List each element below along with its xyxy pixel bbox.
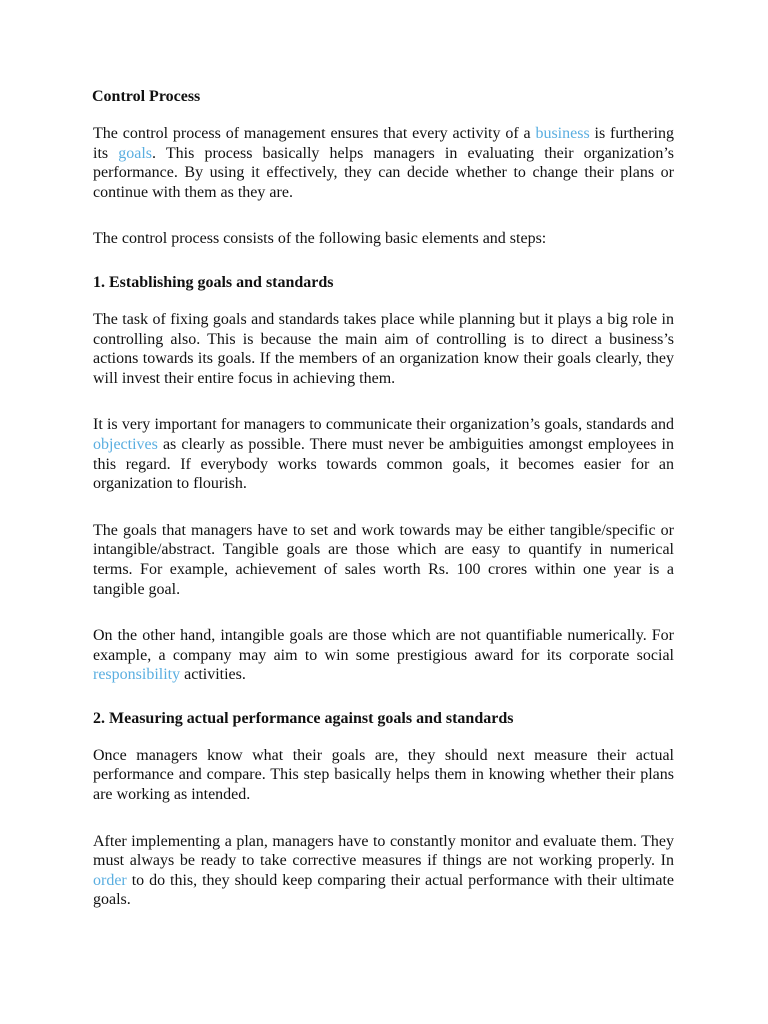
text-run: It is very important for managers to communicate their organization’s goals, standards and (93, 416, 674, 434)
section-2-heading: 2. Measuring actual performance against goals and standards (93, 709, 514, 727)
section-1-paragraph-4 (93, 626, 674, 685)
link-responsibility[interactable]: responsibility (93, 666, 181, 684)
section-1-paragraph-3: The goals that managers have to set and work towards may be either tangible/specific or intangible/abstract. Tangible goals are those which are easy to quantify in numerical terms. For example, achievement of sales worth Rs. 100 crores within one year is a tangible goal. (93, 521, 674, 598)
text-run: After implementing a plan, managers have to constantly monitor and evaluate them. They must always be ready to take corrective measures if things are not working properly. In (93, 832, 674, 870)
link-order[interactable]: order (93, 871, 127, 889)
document-page (93, 86, 674, 910)
link-business[interactable]: business (535, 125, 590, 142)
text-run: is furthering its (93, 125, 675, 162)
section-1-paragraph-1: The task of fixing goals and standards takes place while planning but it plays a big role in controlling also. This is because the main aim of controlling is to direct a business’s actions towards its goals. If the members of an organization know their goals clearly, they will invest their entire focus in achieving them. (93, 310, 674, 387)
text-run: The control process of management ensures that every activity of a (93, 125, 536, 142)
text-run: . This process basically helps managers in evaluating their organization’s performance. By using it effectively, they can decide whether to change their plans or continue with them as they are. (93, 144, 674, 201)
section-1-paragraph-2 (93, 415, 674, 493)
text-run: activities. (180, 666, 246, 684)
section-2-paragraph-1: Once managers know what their goals are, they should next measure their actual performance and compare. This step basically helps them in knowing whether their plans are working as intended. (93, 746, 674, 804)
document-title: Control Process (92, 88, 201, 105)
text-run: On the other hand, intangible goals are those which are not quantifiable numerically. For example, a company may aim to win some prestigious award for its corporate social (93, 627, 674, 664)
text-run: as clearly as possible. There must never be ambiguities amongst employees in this regard. If everybody works towards common goals, it becomes easier for an organization to flourish. (93, 435, 674, 493)
section-1-heading: 1. Establishing goals and standards (93, 273, 334, 291)
intro-paragraph-2: The control process consists of the following basic elements and steps: (93, 230, 547, 248)
text-run: to do this, they should keep comparing their actual performance with their ultimate goals. (93, 871, 674, 909)
link-goals[interactable]: goals (118, 144, 153, 162)
link-objectives[interactable]: objectives (93, 435, 158, 453)
section-2-paragraph-2 (93, 832, 674, 910)
intro-paragraph-1 (93, 124, 674, 202)
